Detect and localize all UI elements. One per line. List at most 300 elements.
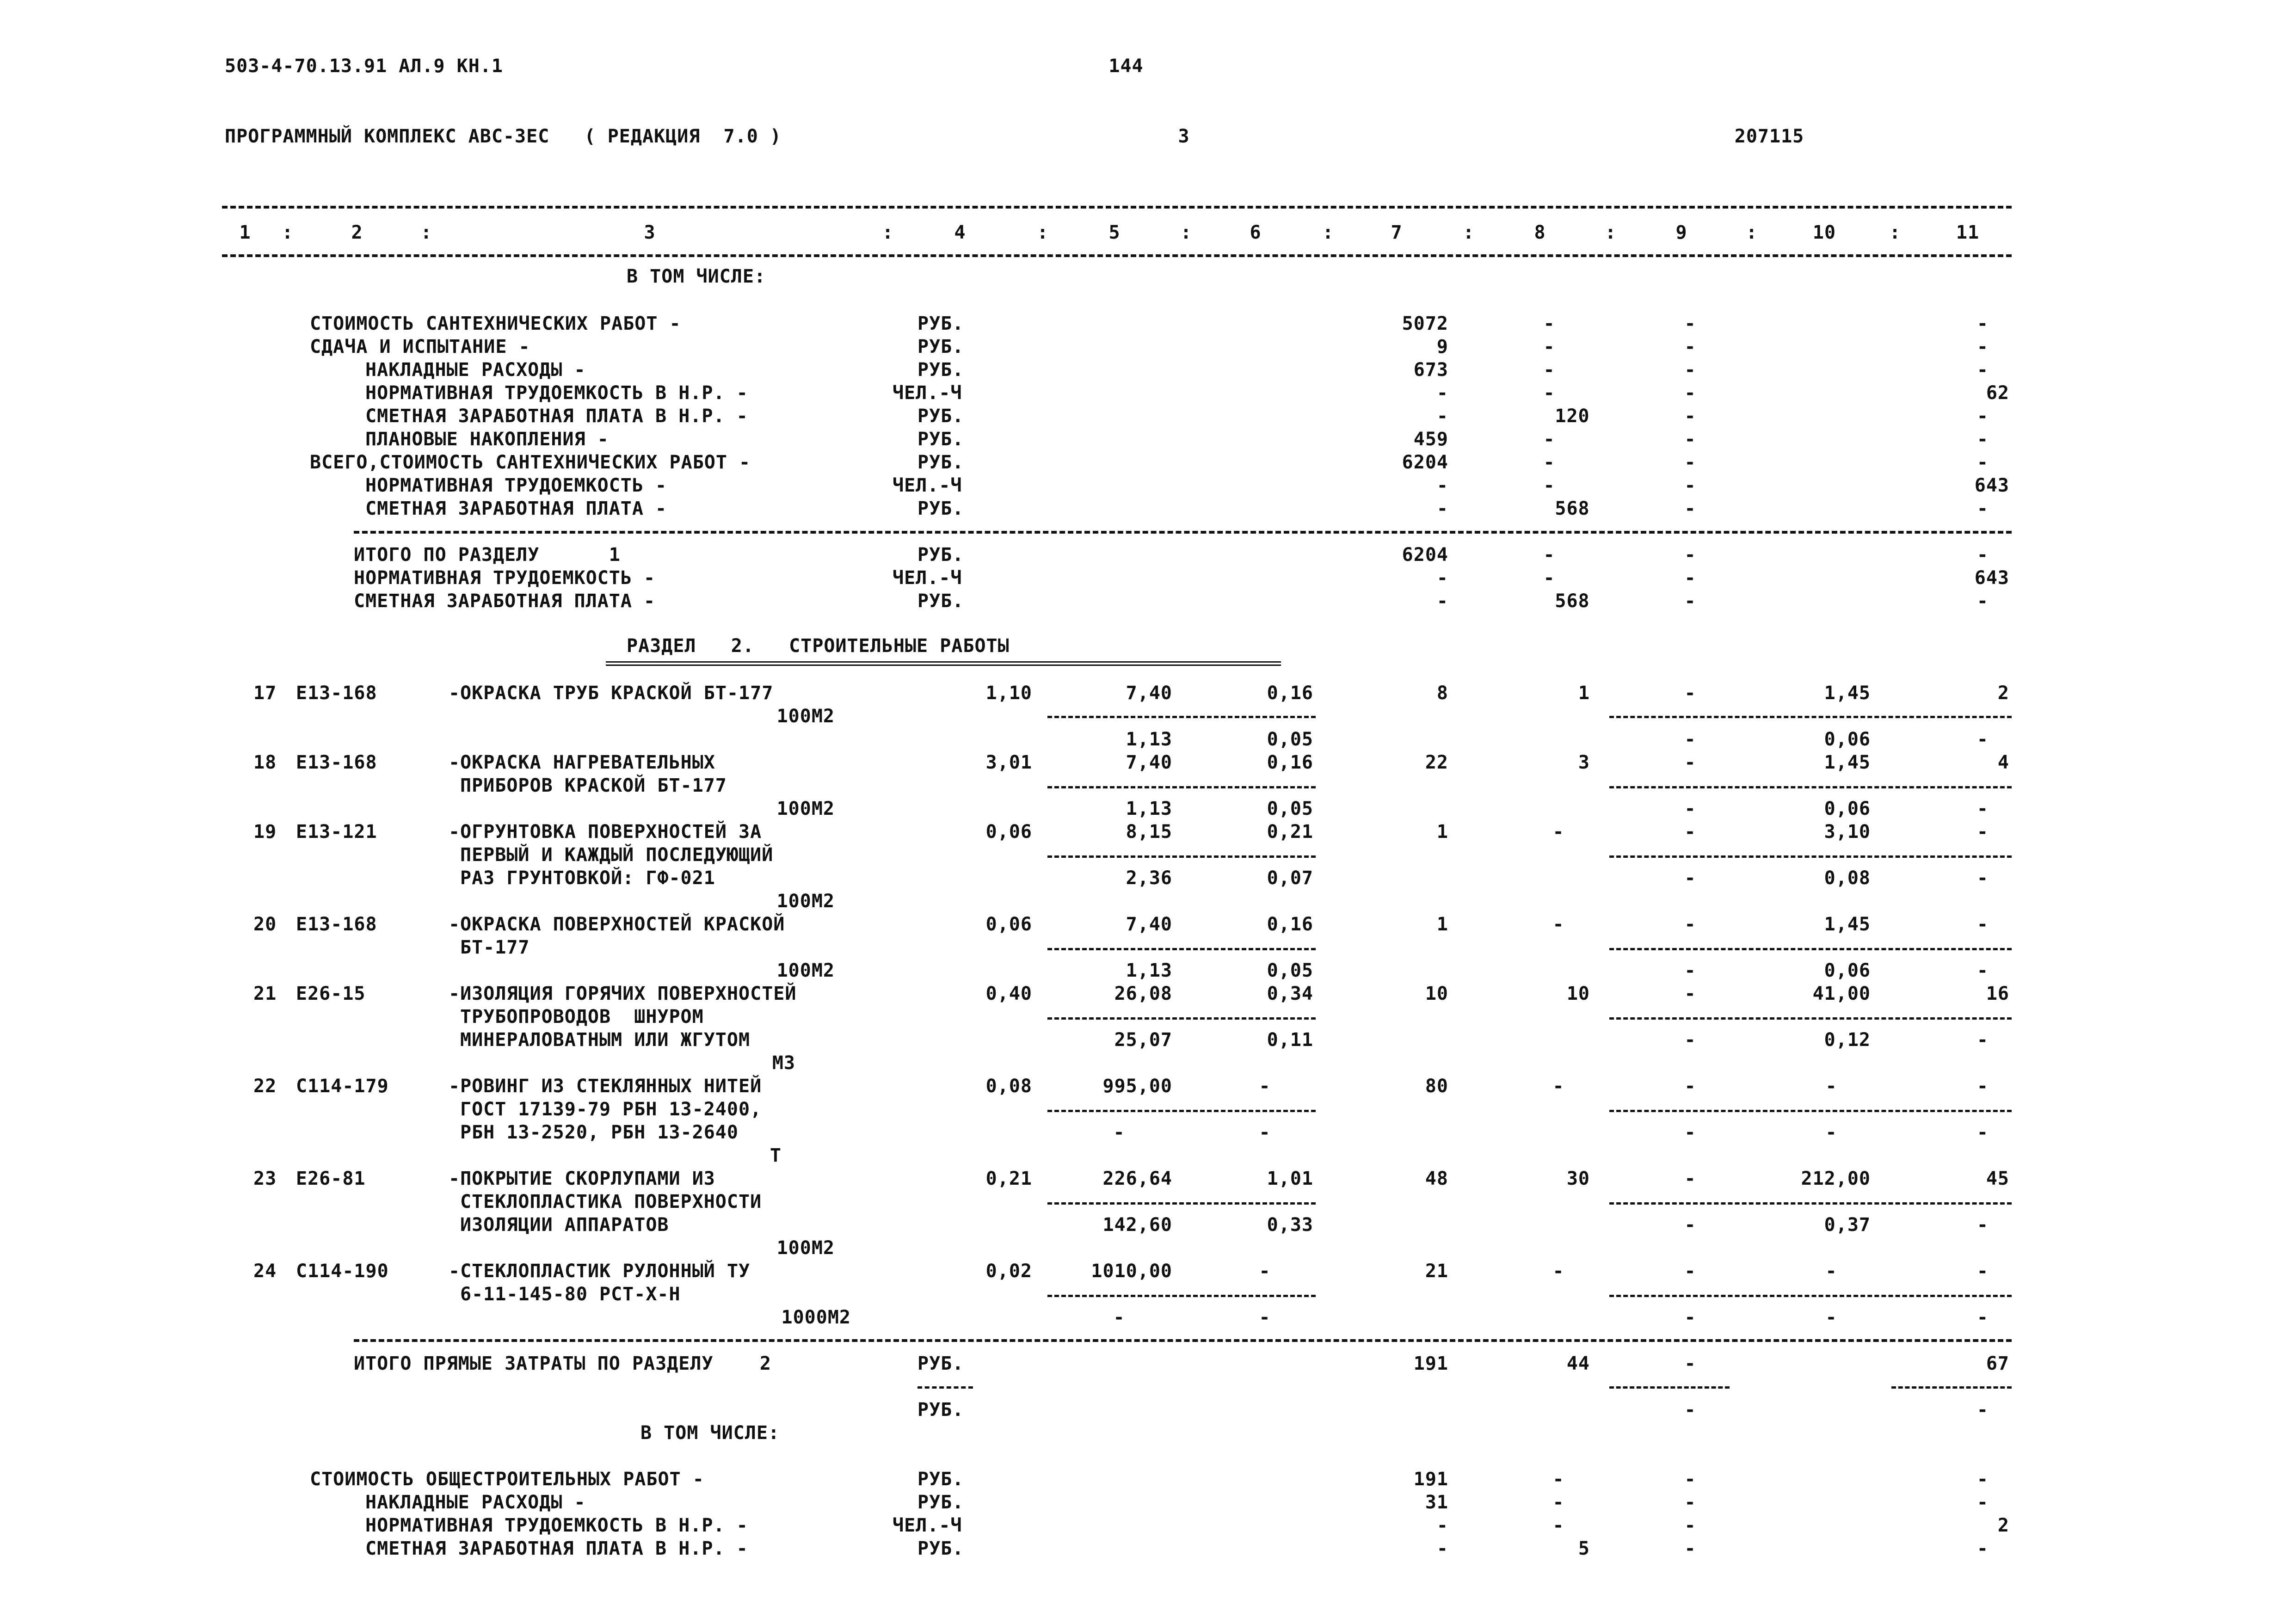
cell-col9: - xyxy=(1684,567,1696,589)
cell-col5: 1010,00 xyxy=(1091,1261,1172,1282)
column-header: 3 xyxy=(644,222,656,243)
cell-col7: 673 xyxy=(1413,359,1448,381)
cell-col9: - xyxy=(1684,1076,1696,1097)
row-label: СМЕТНАЯ ЗАРАБОТНАЯ ПЛАТА В Н.Р. - xyxy=(365,1538,748,1559)
cell-col4: 3,01 xyxy=(985,752,1032,773)
section-total-rule xyxy=(354,531,2012,534)
cell-col9: - xyxy=(1684,452,1696,473)
cell-col11: 45 xyxy=(1986,1168,2009,1189)
item-number: 21 xyxy=(253,983,277,1004)
cell-col8: - xyxy=(1552,1515,1564,1536)
cell-col11: - xyxy=(1976,1076,1989,1097)
cell-col9: - xyxy=(1684,591,1696,612)
cell-col10: 0,06 xyxy=(1824,798,1871,819)
cell-col10: - xyxy=(1825,1307,1837,1328)
cell-col9: - xyxy=(1684,1538,1696,1559)
cell-col10: 1,45 xyxy=(1824,683,1871,704)
cell-col6: 0,16 xyxy=(1267,683,1313,704)
cell-col8: 44 xyxy=(1566,1353,1590,1374)
cell-col11: - xyxy=(1976,336,1989,357)
cell-col9: - xyxy=(1684,1492,1696,1513)
cell-col6: - xyxy=(1259,1261,1271,1282)
item-description: ИЗОЛЯЦИИ АППАРАТОВ xyxy=(460,1214,669,1236)
column-separator: : xyxy=(1463,222,1475,243)
cell-col11: - xyxy=(1976,359,1989,381)
item-number: 18 xyxy=(253,752,277,773)
cell-col7: 22 xyxy=(1425,752,1448,773)
cell-col11: - xyxy=(1976,1492,1989,1513)
cell-col6: 0,16 xyxy=(1267,914,1313,935)
cell-col9: - xyxy=(1684,960,1696,981)
cell-col11: 2 xyxy=(1997,1515,2009,1536)
cell-col9: - xyxy=(1684,1168,1696,1189)
cell-col4: 0,02 xyxy=(985,1261,1032,1282)
program-title: ПРОГРАММНЫЙ КОМПЛЕКС АВС-3ЕС ( РЕДАКЦИЯ 7.0 ) xyxy=(225,126,782,147)
cell-col11: 16 xyxy=(1986,983,2009,1004)
item-description: -ПОКРЫТИЕ СКОРЛУПАМИ ИЗ xyxy=(449,1168,715,1189)
item-unit: 100М2 xyxy=(776,798,835,819)
item-code: Е13-168 xyxy=(296,683,377,704)
item-unit: 1000М2 xyxy=(781,1307,851,1328)
subtotal-rule xyxy=(917,1386,973,1389)
item-unit: М3 xyxy=(772,1052,795,1074)
cell-col9: - xyxy=(1684,1029,1696,1051)
item-number: 19 xyxy=(253,821,277,843)
column-separator: : xyxy=(882,222,894,243)
cell-col10: 1,45 xyxy=(1824,914,1871,935)
cell-col10: 41,00 xyxy=(1812,983,1871,1004)
cell-col11: - xyxy=(1976,914,1989,935)
cell-col10: 0,06 xyxy=(1824,729,1871,750)
item-number: 17 xyxy=(253,683,277,704)
cell-col5: 7,40 xyxy=(1126,914,1172,935)
subtotal-rule xyxy=(1047,1017,1316,1020)
cell-col7: 6204 xyxy=(1402,452,1448,473)
cell-col8: - xyxy=(1543,544,1555,566)
row-label: ИТОГО ПРЯМЫЕ ЗАТРАТЫ ПО РАЗДЕЛУ 2 xyxy=(354,1353,771,1374)
cell-col9: - xyxy=(1684,313,1696,334)
cell-col9: - xyxy=(1684,1214,1696,1236)
subtotal-rule xyxy=(1047,716,1316,718)
cell-col11: - xyxy=(1976,960,1989,981)
cell-col9: - xyxy=(1684,382,1696,404)
cell-col6: 0,34 xyxy=(1267,983,1313,1004)
item-unit: 100М2 xyxy=(776,706,835,727)
cell-col11: - xyxy=(1976,867,1989,889)
column-header: 6 xyxy=(1250,222,1262,243)
column-separator: : xyxy=(1180,222,1192,243)
cell-col7: 31 xyxy=(1425,1492,1448,1513)
cell-col5: 1,13 xyxy=(1126,729,1172,750)
subtotal-rule xyxy=(1609,716,2012,718)
row-unit: ЧЕЛ.-Ч xyxy=(893,1515,962,1536)
item-description: ПРИБОРОВ КРАСКОЙ БТ-177 xyxy=(460,775,727,796)
item-description: СТЕКЛОПЛАСТИКА ПОВЕРХНОСТИ xyxy=(460,1191,762,1212)
cell-col6: 0,05 xyxy=(1267,798,1313,819)
cell-col9: - xyxy=(1684,983,1696,1004)
section-title: РАЗДЕЛ 2. СТРОИТЕЛЬНЫЕ РАБОТЫ xyxy=(627,635,1010,657)
cell-col5: 2,36 xyxy=(1126,867,1172,889)
item-code: Е13-168 xyxy=(296,914,377,935)
cell-col4: 0,40 xyxy=(985,983,1032,1004)
cell-col6: 1,01 xyxy=(1267,1168,1313,1189)
cell-col9: - xyxy=(1684,429,1696,450)
subtotal-rule xyxy=(1047,855,1316,858)
cell-col8: 30 xyxy=(1566,1168,1590,1189)
cell-col8: 5 xyxy=(1578,1538,1590,1559)
cell-col9: - xyxy=(1684,821,1696,843)
cell-col5: 26,08 xyxy=(1114,983,1172,1004)
item-description: -СТЕКЛОПЛАСТИК РУЛОННЫЙ ТУ xyxy=(449,1261,751,1282)
cell-col4: 0,06 xyxy=(985,821,1032,843)
cell-col8: 568 xyxy=(1555,591,1590,612)
cell-col8: - xyxy=(1543,382,1555,404)
cell-col11: - xyxy=(1976,1122,1989,1143)
cell-col11: 67 xyxy=(1986,1353,2009,1374)
row-label: ПЛАНОВЫЕ НАКОПЛЕНИЯ - xyxy=(365,429,609,450)
item-code: С114-190 xyxy=(296,1261,389,1282)
cell-col7: 191 xyxy=(1413,1469,1448,1490)
row-label: СТОИМОСТЬ ОБЩЕСТРОИТЕЛЬНЫХ РАБОТ - xyxy=(310,1469,704,1490)
cell-col11: - xyxy=(1976,1469,1989,1490)
item-description: ПЕРВЫЙ И КАЖДЫЙ ПОСЛЕДУЮЩИЙ xyxy=(460,844,774,866)
row-unit: РУБ. xyxy=(917,1353,964,1374)
cell-col11: 643 xyxy=(1974,475,2009,496)
subtotal-rule xyxy=(1609,855,2012,858)
cell-col10: - xyxy=(1825,1122,1837,1143)
cell-col6: 0,21 xyxy=(1267,821,1313,843)
cell-col6: 0,33 xyxy=(1267,1214,1313,1236)
column-separator: : xyxy=(282,222,294,243)
cell-col11: - xyxy=(1976,313,1989,334)
cell-col6: 0,05 xyxy=(1267,960,1313,981)
cell-col9: - xyxy=(1684,1122,1696,1143)
column-header: 9 xyxy=(1675,222,1687,243)
cell-col8: 568 xyxy=(1555,498,1590,519)
item-description: БТ-177 xyxy=(460,937,530,958)
cell-col7: - xyxy=(1436,591,1448,612)
row-label: ВСЕГО,СТОИМОСТЬ САНТЕХНИЧЕСКИХ РАБОТ - xyxy=(310,452,751,473)
row-unit: РУБ. xyxy=(917,429,964,450)
item-code: С114-179 xyxy=(296,1076,389,1097)
cell-col7: 6204 xyxy=(1402,544,1448,566)
cell-col9: - xyxy=(1684,752,1696,773)
cell-col6: 0,07 xyxy=(1267,867,1313,889)
row-unit: РУБ. xyxy=(917,1469,964,1490)
row-label: СДАЧА И ИСПЫТАНИЕ - xyxy=(310,336,530,357)
cell-col7: - xyxy=(1436,567,1448,589)
cell-col11: - xyxy=(1976,1029,1989,1051)
column-separator: : xyxy=(1746,222,1758,243)
row-unit: РУБ. xyxy=(917,1492,964,1513)
item-description: -ОКРАСКА ТРУБ КРАСКОЙ БТ-177 xyxy=(449,683,774,704)
cell-col8: - xyxy=(1552,1261,1564,1282)
item-description: РБН 13-2520, РБН 13-2640 xyxy=(460,1122,739,1143)
cell-col9: - xyxy=(1684,798,1696,819)
cell-col11: - xyxy=(1976,1307,1989,1328)
subtotal-rule xyxy=(1047,948,1316,950)
item-description: ГОСТ 17139-79 РБН 13-2400, xyxy=(460,1099,762,1120)
row-unit: РУБ. xyxy=(917,1399,964,1421)
row-unit: РУБ. xyxy=(917,498,964,519)
item-description: РАЗ ГРУНТОВКОЙ: ГФ-021 xyxy=(460,867,715,889)
row-label: НАКЛАДНЫЕ РАСХОДЫ - xyxy=(365,359,586,381)
cell-col7: 10 xyxy=(1425,983,1448,1004)
cell-col4: 0,21 xyxy=(985,1168,1032,1189)
row-unit: РУБ. xyxy=(917,1538,964,1559)
column-separator: : xyxy=(420,222,432,243)
cell-col5: 1,13 xyxy=(1126,960,1172,981)
header-rule-top xyxy=(222,206,2012,209)
row-label: ИТОГО ПО РАЗДЕЛУ 1 xyxy=(354,544,621,566)
row-unit: РУБ. xyxy=(917,591,964,612)
item-description: -ИЗОЛЯЦИЯ ГОРЯЧИХ ПОВЕРХНОСТЕЙ xyxy=(449,983,797,1004)
row-label: НОРМАТИВНАЯ ТРУДОЕМКОСТЬ - xyxy=(354,567,656,589)
cell-col11: - xyxy=(1976,1538,1989,1559)
cell-col9: - xyxy=(1684,1515,1696,1536)
cell-col8: - xyxy=(1543,429,1555,450)
cell-col8: - xyxy=(1543,452,1555,473)
item-unit: 100М2 xyxy=(776,1237,835,1259)
cell-col4: 0,08 xyxy=(985,1076,1032,1097)
row-unit: РУБ. xyxy=(917,313,964,334)
cell-col11: - xyxy=(1976,452,1989,473)
cell-col7: - xyxy=(1436,498,1448,519)
column-separator: : xyxy=(1322,222,1334,243)
cell-col9: - xyxy=(1684,544,1696,566)
cell-col4: 1,10 xyxy=(985,683,1032,704)
in-that-number-heading: В ТОМ ЧИСЛЕ: xyxy=(640,1422,780,1444)
cell-col9: - xyxy=(1684,1469,1696,1490)
row-unit: ЧЕЛ.-Ч xyxy=(893,567,962,589)
item-number: 22 xyxy=(253,1076,277,1097)
cell-col11: - xyxy=(1976,544,1989,566)
cell-col10: 0,08 xyxy=(1824,867,1871,889)
cell-col11: - xyxy=(1976,591,1989,612)
cell-col9: - xyxy=(1684,867,1696,889)
cell-col11: 2 xyxy=(1997,683,2009,704)
cell-col7: - xyxy=(1436,475,1448,496)
cell-col5: 226,64 xyxy=(1102,1168,1172,1189)
subtotal-rule xyxy=(1609,1110,2012,1112)
cell-col10: 3,10 xyxy=(1824,821,1871,843)
section-total-rule xyxy=(354,1339,2012,1342)
cell-col8: - xyxy=(1543,313,1555,334)
item-description: ТРУБОПРОВОДОВ ШНУРОМ xyxy=(460,1006,704,1027)
cell-col7: 1 xyxy=(1436,821,1448,843)
cell-col9: - xyxy=(1684,914,1696,935)
cell-col10: 1,45 xyxy=(1824,752,1871,773)
item-number: 24 xyxy=(253,1261,277,1282)
cell-col11: 62 xyxy=(1986,382,2009,404)
cell-col10: 0,12 xyxy=(1824,1029,1871,1051)
row-label: СТОИМОСТЬ САНТЕХНИЧЕСКИХ РАБОТ - xyxy=(310,313,681,334)
cell-col8: - xyxy=(1552,1492,1564,1513)
cell-col7: 1 xyxy=(1436,914,1448,935)
column-separator: : xyxy=(1605,222,1617,243)
cell-col9: - xyxy=(1684,729,1696,750)
cell-col7: 48 xyxy=(1425,1168,1448,1189)
cell-col8: - xyxy=(1552,1076,1564,1097)
cell-col10: 212,00 xyxy=(1801,1168,1871,1189)
row-unit: РУБ. xyxy=(917,406,964,427)
cell-col6: - xyxy=(1259,1076,1271,1097)
item-description: МИНЕРАЛОВАТНЫМ ИЛИ ЖГУТОМ xyxy=(460,1029,751,1051)
item-number: 20 xyxy=(253,914,277,935)
subtotal-rule xyxy=(1047,1202,1316,1205)
cell-col9: - xyxy=(1684,336,1696,357)
cell-col5: 1,13 xyxy=(1126,798,1172,819)
cell-col9: - xyxy=(1684,1399,1696,1421)
cell-col4: 0,06 xyxy=(985,914,1032,935)
row-label: СМЕТНАЯ ЗАРАБОТНАЯ ПЛАТА - xyxy=(365,498,667,519)
row-unit: ЧЕЛ.-Ч xyxy=(893,475,962,496)
cell-col5: 142,60 xyxy=(1102,1214,1172,1236)
cell-col8: 1 xyxy=(1578,683,1590,704)
page-number: 144 xyxy=(1108,55,1144,77)
subtotal-rule xyxy=(1609,786,2012,788)
item-number: 23 xyxy=(253,1168,277,1189)
cell-col7: - xyxy=(1436,1538,1448,1559)
cell-col11: - xyxy=(1976,798,1989,819)
cell-col8: - xyxy=(1543,359,1555,381)
subtotal-rule xyxy=(1609,1202,2012,1205)
cell-col7: 21 xyxy=(1425,1261,1448,1282)
row-label: НОРМАТИВНАЯ ТРУДОЕМКОСТЬ - xyxy=(365,475,667,496)
cell-col8: 3 xyxy=(1578,752,1590,773)
row-label: НАКЛАДНЫЕ РАСХОДЫ - xyxy=(365,1492,586,1513)
doc-code: 503-4-70.13.91 АЛ.9 КН.1 xyxy=(225,55,503,77)
cell-col5: 25,07 xyxy=(1114,1029,1172,1051)
cell-col6: 0,16 xyxy=(1267,752,1313,773)
cell-col11: - xyxy=(1976,729,1989,750)
cell-col7: 459 xyxy=(1413,429,1448,450)
cell-col11: 643 xyxy=(1974,567,2009,589)
cell-col11: - xyxy=(1976,429,1989,450)
cell-col7: 191 xyxy=(1413,1353,1448,1374)
cell-col5: - xyxy=(1113,1122,1125,1143)
row-unit: РУБ. xyxy=(917,359,964,381)
cell-col6: 0,11 xyxy=(1267,1029,1313,1051)
item-code: Е26-81 xyxy=(296,1168,366,1189)
cell-col7: - xyxy=(1436,406,1448,427)
row-label: НОРМАТИВНАЯ ТРУДОЕМКОСТЬ В Н.Р. - xyxy=(365,382,748,404)
cell-col7: - xyxy=(1436,382,1448,404)
row-unit: ЧЕЛ.-Ч xyxy=(893,382,962,404)
item-description: -ОКРАСКА НАГРЕВАТЕЛЬНЫХ xyxy=(449,752,715,773)
cell-col9: - xyxy=(1684,1307,1696,1328)
item-code: Е13-168 xyxy=(296,752,377,773)
cell-col9: - xyxy=(1684,683,1696,704)
row-label: СМЕТНАЯ ЗАРАБОТНАЯ ПЛАТА В Н.Р. - xyxy=(365,406,748,427)
cell-col8: - xyxy=(1543,336,1555,357)
cell-col10: 0,37 xyxy=(1824,1214,1871,1236)
row-unit: РУБ. xyxy=(917,452,964,473)
cell-col8: - xyxy=(1543,567,1555,589)
cell-col6: - xyxy=(1259,1307,1271,1328)
cell-col10: 0,06 xyxy=(1824,960,1871,981)
subtotal-rule xyxy=(1047,1295,1316,1297)
cell-col9: - xyxy=(1684,1261,1696,1282)
cell-col10: - xyxy=(1825,1076,1837,1097)
column-header: 8 xyxy=(1534,222,1546,243)
cell-col5: 7,40 xyxy=(1126,683,1172,704)
cell-col7: 5072 xyxy=(1402,313,1448,334)
sheet-number: 3 xyxy=(1178,126,1190,147)
cell-col7: 8 xyxy=(1436,683,1448,704)
cell-col11: - xyxy=(1976,498,1989,519)
column-header: 4 xyxy=(954,222,966,243)
cell-col8: - xyxy=(1552,821,1564,843)
column-header: 2 xyxy=(351,222,363,243)
cell-col9: - xyxy=(1684,359,1696,381)
cell-col11: 4 xyxy=(1997,752,2009,773)
cell-col9: - xyxy=(1684,475,1696,496)
row-unit: РУБ. xyxy=(917,336,964,357)
cell-col11: - xyxy=(1976,1261,1989,1282)
column-header: 10 xyxy=(1812,222,1836,243)
cell-col8: 10 xyxy=(1566,983,1590,1004)
subtotal-rule xyxy=(1609,948,2012,950)
subtotal-rule xyxy=(1609,1386,1730,1389)
cell-col8: - xyxy=(1552,914,1564,935)
column-separator: : xyxy=(1889,222,1901,243)
cell-col11: - xyxy=(1976,406,1989,427)
item-description: -ОКРАСКА ПОВЕРХНОСТЕЙ КРАСКОЙ xyxy=(449,914,785,935)
cell-col5: 7,40 xyxy=(1126,752,1172,773)
item-code: Е26-15 xyxy=(296,983,366,1004)
item-unit: Т xyxy=(770,1145,782,1166)
item-description: -РОВИНГ ИЗ СТЕКЛЯННЫХ НИТЕЙ xyxy=(449,1076,762,1097)
subtotal-rule xyxy=(1047,786,1316,788)
header-rule-bottom xyxy=(222,254,2012,257)
cell-col11: - xyxy=(1976,1214,1989,1236)
cell-col11: - xyxy=(1976,1399,1989,1421)
item-description: -ОГРУНТОВКА ПОВЕРХНОСТЕЙ ЗА xyxy=(449,821,762,843)
cell-col7: 80 xyxy=(1425,1076,1448,1097)
cell-col6: 0,05 xyxy=(1267,729,1313,750)
cell-col8: 120 xyxy=(1555,406,1590,427)
item-unit: 100М2 xyxy=(776,960,835,981)
column-header: 5 xyxy=(1108,222,1121,243)
cell-col9: - xyxy=(1684,1353,1696,1374)
cell-col10: - xyxy=(1825,1261,1837,1282)
row-label: СМЕТНАЯ ЗАРАБОТНАЯ ПЛАТА - xyxy=(354,591,656,612)
cell-col8: - xyxy=(1543,475,1555,496)
section-title-underline xyxy=(606,661,1281,666)
cell-col7: 9 xyxy=(1436,336,1448,357)
cell-col7: - xyxy=(1436,1515,1448,1536)
item-description: 6-11-145-80 РСТ-Х-Н xyxy=(460,1284,681,1305)
subtotal-rule xyxy=(1609,1017,2012,1020)
in-that-number-heading: В ТОМ ЧИСЛЕ: xyxy=(627,266,766,287)
cell-col11: - xyxy=(1976,821,1989,843)
row-label: НОРМАТИВНАЯ ТРУДОЕМКОСТЬ В Н.Р. - xyxy=(365,1515,748,1536)
row-unit: РУБ. xyxy=(917,544,964,566)
doc-register-code: 207115 xyxy=(1734,126,1804,147)
subtotal-rule xyxy=(1609,1295,2012,1297)
cell-col5: 8,15 xyxy=(1126,821,1172,843)
subtotal-rule xyxy=(1891,1386,2012,1389)
column-header: 1 xyxy=(239,222,251,243)
cell-col5: - xyxy=(1113,1307,1125,1328)
column-header: 7 xyxy=(1391,222,1403,243)
column-header: 11 xyxy=(1956,222,1980,243)
item-code: Е13-121 xyxy=(296,821,377,843)
column-separator: : xyxy=(1037,222,1049,243)
cell-col9: - xyxy=(1684,406,1696,427)
item-unit: 100М2 xyxy=(776,891,835,912)
